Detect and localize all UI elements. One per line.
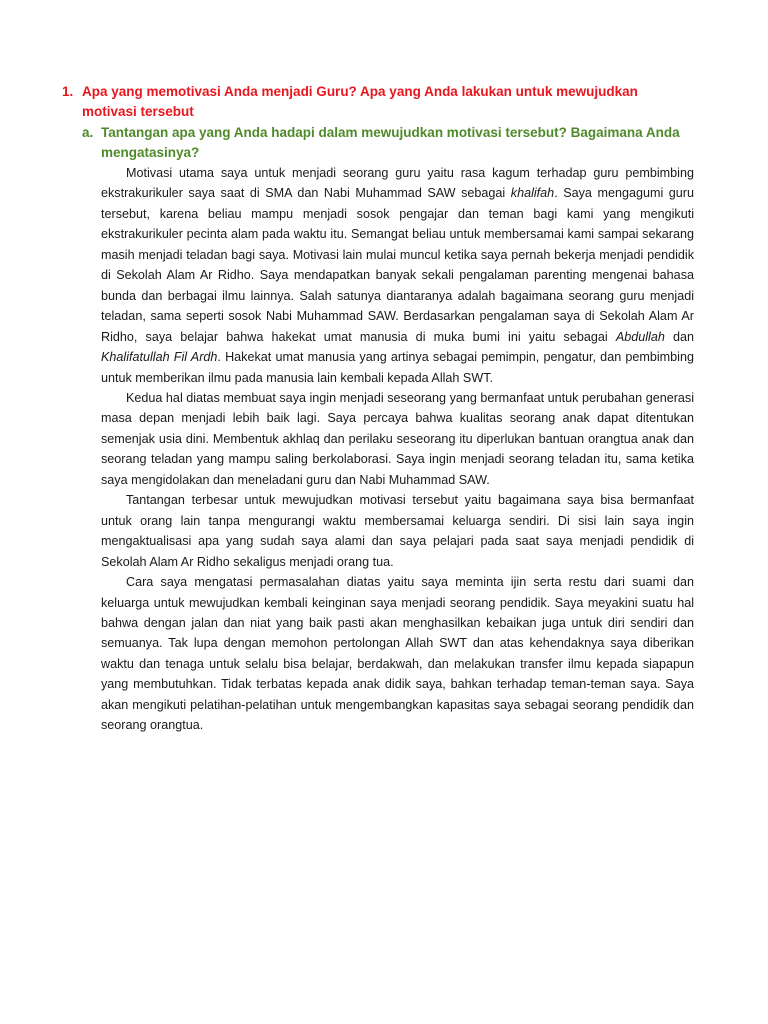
sub-question-heading (82, 123, 702, 163)
sub-question-letter: a. (82, 125, 94, 140)
paragraph-text: dan (664, 329, 695, 344)
paragraph-text: . Hakekat umat manusia yang artinya sebagai pemimpin, pengatur, dan pembimbing untuk memberikan ilmu pada manusia lain kembali kepada Allah SWT. (101, 350, 694, 385)
question-text: Apa yang memotivasi Anda menjadi Guru? Apa yang Anda lakukan untuk mewujudkan motivasi tersebut (82, 84, 638, 119)
italic-term: khalifah (510, 186, 555, 201)
paragraph-text: . Saya mengagumi guru tersebut, karena beliau mampu menjadi sosok pengajar dan teman bagi kami yang mengikuti ekstrakurikuler pecinta alam pada waktu itu. Semangat beliau untuk membersamai kami sampai sekarang masih menjadi teladan bagi saya. Motivasi lain mulai muncul ketika saya pernah bekerja menjadi pendidik di Sekolah Alam Ar Ridho. Saya mendapatkan banyak sekali pengalaman parenting mengenai bahasa bunda dan berbagai ilmu lainnya. Salah satunya diantaranya adalah bagaimana seorang guru menjadi teladan, sama seperti sosok Nabi Muhammad SAW. Berdasarkan pengalaman saya di Sekolah Alam Ar Ridho, saya belajar bahwa hakekat umat manusia di muka bumi ini yaitu sebagai (101, 186, 694, 344)
paragraph-text: Motivasi utama saya untuk menjadi seorang guru yaitu rasa kagum terhadap guru pembimbing ekstrakurikuler saya saat di SMA dan Nabi Muhammad SAW sebagai (101, 166, 694, 201)
answer-paragraph (101, 490, 694, 572)
italic-term: Abdullah (615, 329, 665, 344)
paragraph-text: Tantangan terbesar untuk mewujudkan motivasi tersebut yaitu bagaimana saya bisa bermanfaat untuk orang lain tanpa mengurangi waktu membersamai keluarga sendiri. Di sisi lain saya ingin mengaktualisasi apa yang sudah saya alami dan saya pelajari pada saat saya menjadi pendidik di Sekolah Alam Ar Ridho sekaligus menjadi orang tua. (101, 493, 694, 569)
answer-paragraph (101, 572, 694, 736)
question-number: 1. (62, 84, 74, 99)
italic-term: Khalifatullah Fil Ardh (101, 350, 218, 365)
answer-paragraph (101, 163, 694, 388)
paragraph-text: Cara saya mengatasi permasalahan diatas yaitu saya meminta ijin serta restu dari suami dan keluarga untuk mewujudkan kembali keinginan saya menjadi seorang pendidik. Saya meyakini suatu hal bahwa dengan jalan dan niat yang baik pasti akan menghasilkan kebaikan juga untuk diri sendiri dan semuanya. Tak lupa dengan memohon pertolongan Allah SWT dan atas kehendaknya saya diberikan waktu dan tenaga untuk selalu bisa belajar, berdakwah, dan melakukan transfer ilmu kepada siapapun yang membutuhkan. Tidak terbatas kepada anak didik saya, bahkan terhadap teman-teman saya. Saya akan mengikuti pelatihan-pelatihan untuk mengembangkan kapasitas saya sebagai seorang pendidik dan seorang orangtua. (101, 575, 694, 733)
answer-paragraph (101, 388, 694, 490)
question-heading (62, 82, 662, 122)
answer-body (101, 163, 694, 736)
sub-question-text: Tantangan apa yang Anda hadapi dalam mewujudkan motivasi tersebut? Bagaimana Anda mengatasinya? (101, 125, 680, 160)
paragraph-text: Kedua hal diatas membuat saya ingin menjadi seseorang yang bermanfaat untuk perubahan generasi masa depan menjadi lebih baik lagi. Saya percaya bahwa kualitas seorang anak dapat ditentukan semenjak usia dini. Membentuk akhlaq dan perilaku seseorang itu diperlukan bantuan orangtua anak dan seorang teladan yang mampu saling berkolaborasi. Saya ingin menjadi seorang teladan itu, sama ketika saya mengidolakan dan meneladani guru dan Nabi Muhammad SAW. (101, 390, 694, 487)
